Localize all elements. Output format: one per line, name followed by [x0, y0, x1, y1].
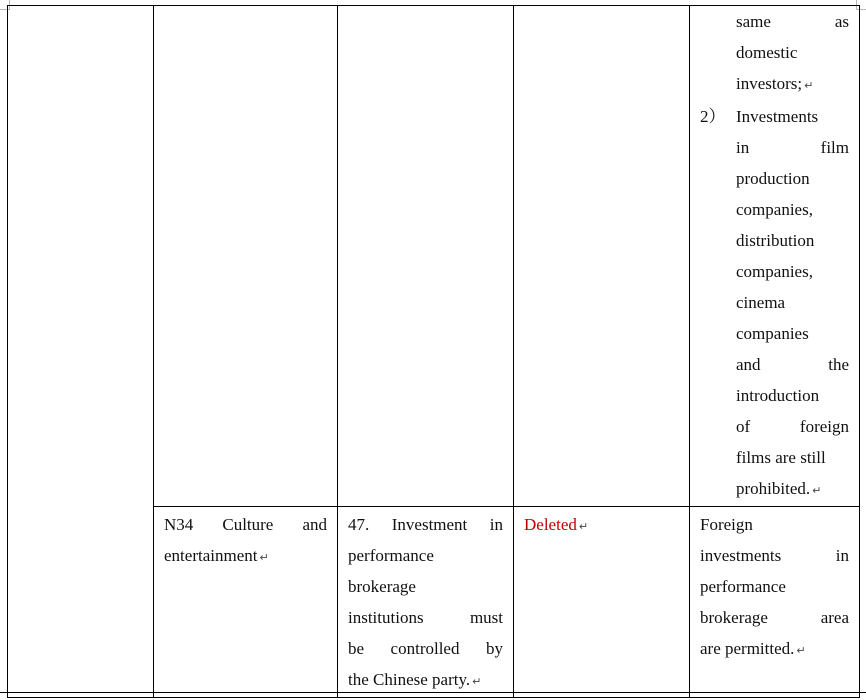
text-line: must: [469, 608, 503, 627]
table-cell-notes-continued: [690, 6, 860, 507]
table-cell-empty-col3: [338, 6, 514, 507]
text-line: same: [736, 12, 771, 31]
text-line: companies,: [736, 262, 813, 281]
table-cell-industry: [154, 507, 338, 698]
text-line: as: [834, 12, 849, 31]
list-number: 2）: [700, 107, 726, 126]
table-cell-note: [690, 507, 860, 698]
text-line: N34 Culture: [164, 515, 274, 534]
table-cell-status: [514, 507, 690, 698]
list-item-2: [700, 101, 849, 506]
negative-list-table: [7, 5, 860, 698]
text-line: be controlled by: [348, 639, 503, 658]
paragraph-mark-icon: ↵: [796, 644, 806, 657]
table-cell-empty-col4: [514, 6, 690, 507]
text-line: institutions: [348, 608, 424, 627]
table-cell-measure: [338, 507, 514, 698]
text-line: distribution: [736, 231, 815, 250]
text-line: prohibited.: [736, 479, 811, 498]
paragraph-mark-icon: ↵: [578, 520, 589, 533]
text-line: brokerage: [700, 608, 768, 627]
text-line: performance: [348, 546, 434, 565]
text-line: of: [736, 417, 751, 436]
table-row-continued: [8, 6, 860, 507]
list-item-1-continued: [700, 6, 849, 101]
text-line: cinema: [736, 293, 786, 312]
text-line: the: [828, 355, 849, 374]
table-cell-empty-col1: [8, 6, 154, 698]
paragraph-mark-icon: ↵: [812, 484, 822, 497]
text-line: the Chinese party.: [348, 670, 471, 689]
text-line: area: [820, 608, 849, 627]
text-line: in: [835, 546, 849, 565]
text-line: domestic: [736, 43, 798, 62]
text-line: and: [736, 355, 761, 374]
text-line: introduction: [736, 386, 820, 405]
text-line: companies,: [736, 200, 813, 219]
text-line: production: [736, 169, 810, 188]
status-deleted: Deleted: [524, 515, 577, 534]
text-line: Foreign: [700, 515, 753, 534]
text-line: in: [736, 138, 750, 157]
text-line: investors;: [736, 74, 803, 93]
paragraph-mark-icon: ↵: [472, 675, 482, 688]
table-bottom-border: [0, 692, 866, 693]
paragraph-mark-icon: ↵: [259, 551, 269, 564]
text-line: and: [302, 515, 327, 534]
text-line: foreign: [799, 417, 849, 436]
text-line: companies: [736, 324, 809, 343]
text-line: Investments: [736, 107, 819, 126]
text-line: performance: [700, 577, 786, 596]
text-line: brokerage: [348, 577, 416, 596]
table-cell-empty-col2: [154, 6, 338, 507]
text-line: entertainment: [164, 546, 258, 565]
text-line: are permitted.: [700, 639, 795, 658]
text-line: 47. Investment in: [348, 515, 503, 534]
text-line: film: [820, 138, 849, 157]
paragraph-mark-icon: ↵: [804, 79, 814, 92]
text-line: investments: [700, 546, 782, 565]
text-line: films are still: [736, 448, 826, 467]
